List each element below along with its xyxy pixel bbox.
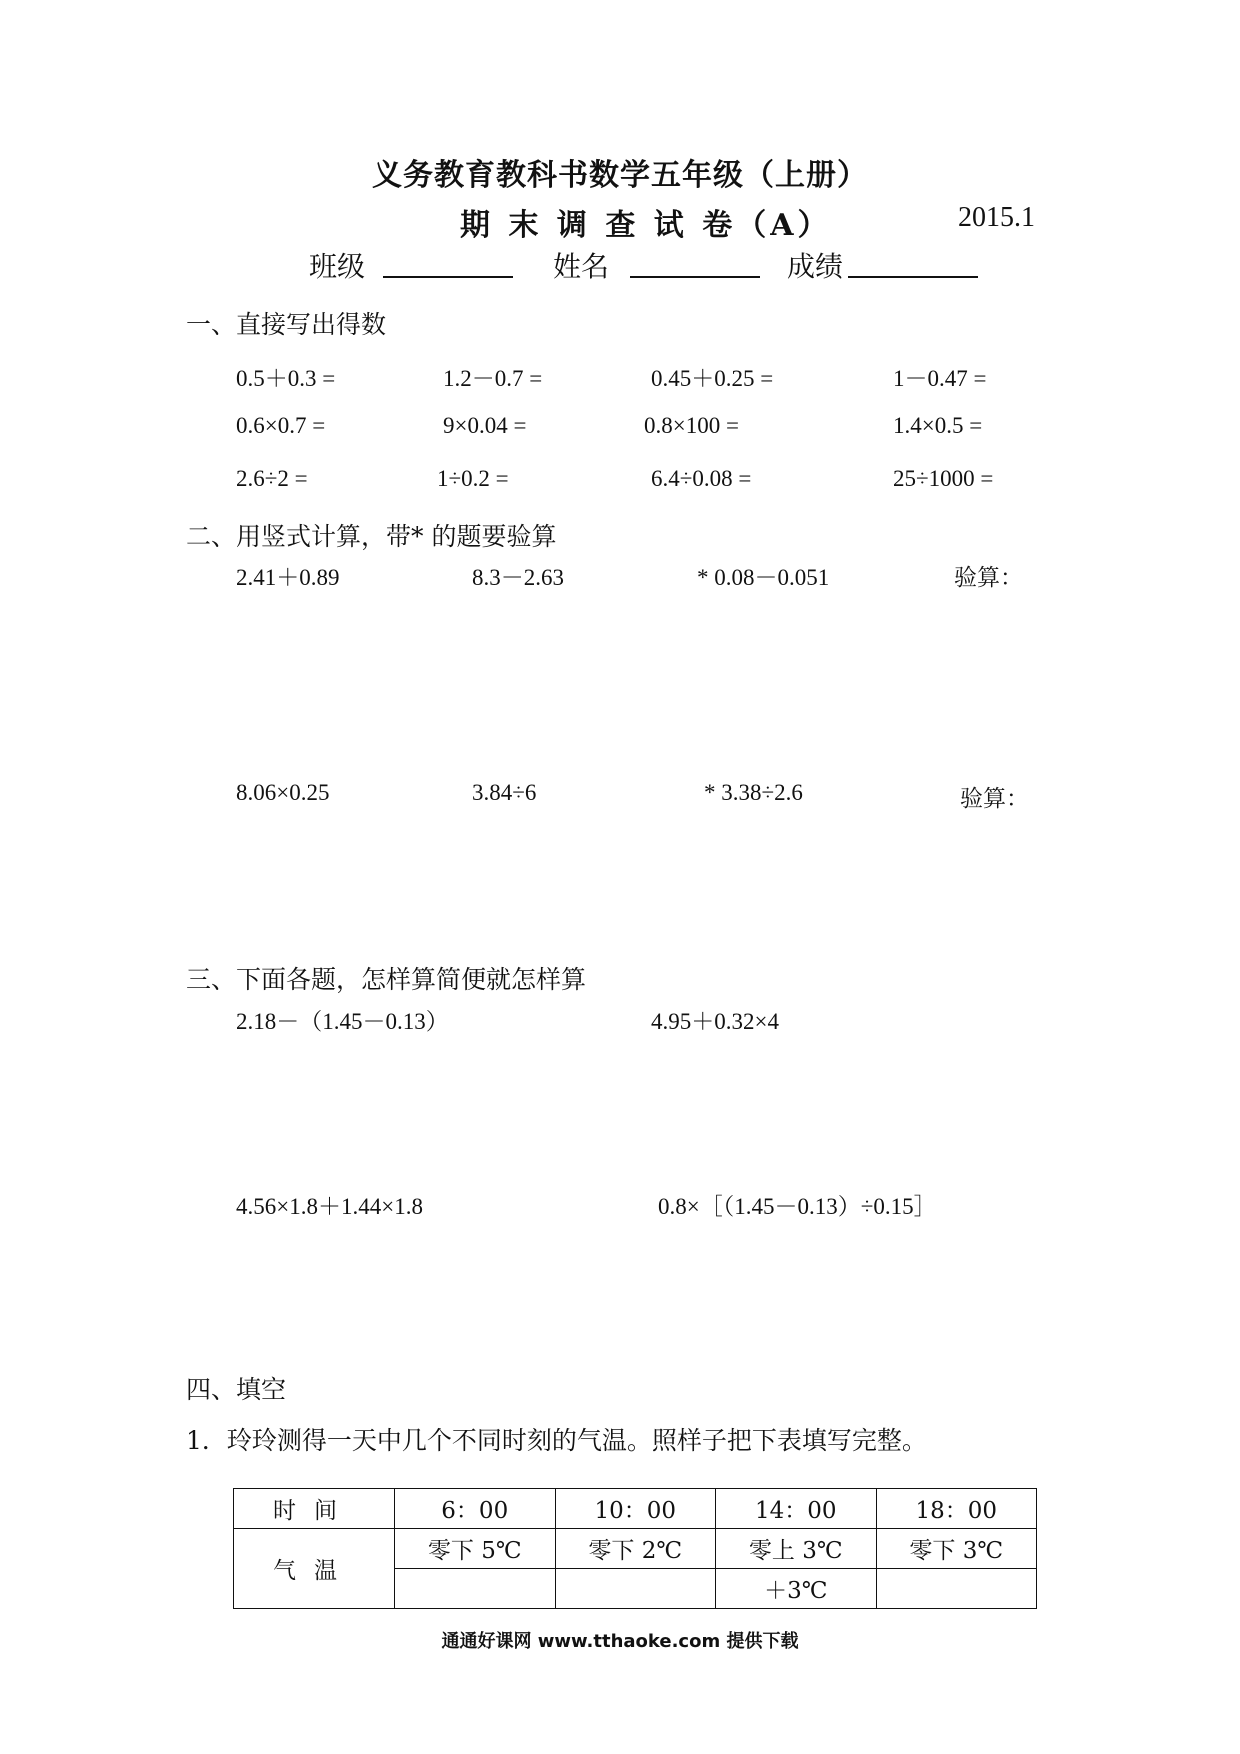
simplify-item: 2.18－（1.45－0.13） — [236, 1009, 449, 1034]
name-blank[interactable] — [630, 276, 760, 278]
mental-math-item: 25÷1000 = — [893, 466, 994, 491]
mental-math-item: 2.6÷2 = — [236, 466, 308, 491]
temperature-table — [233, 1488, 1037, 1609]
vertical-calc-item: 3.84÷6 — [472, 780, 537, 805]
name-label: 姓名 — [553, 250, 610, 283]
section3-heading: 三、下面各题，怎样算简便就怎样算 — [186, 965, 587, 994]
class-label: 班级 — [309, 250, 366, 283]
time-cell: 6：00 — [395, 1489, 556, 1529]
mental-math-item: 1.4×0.5 = — [893, 413, 983, 438]
simplify-item: 4.56×1.8＋1.44×1.8 — [236, 1194, 423, 1219]
mental-math-item: 0.5＋0.3 = — [236, 366, 336, 391]
answer-cell[interactable] — [395, 1569, 556, 1609]
class-blank[interactable] — [383, 276, 513, 278]
mental-math-item: 0.6×0.7 = — [236, 413, 326, 438]
vertical-calc-item: 2.41＋0.89 — [236, 565, 340, 590]
temperature-header: 气温 — [234, 1529, 395, 1609]
mental-math-item: 0.8×100 = — [644, 413, 739, 438]
table-row — [234, 1489, 1037, 1529]
section2-heading: 二、用竖式计算，带* 的题要验算 — [186, 522, 557, 551]
footer-credit: 通通好课网 www.tthaoke.com 提供下载 — [441, 1631, 799, 1652]
mental-math-item: 1.2－0.7 = — [443, 366, 543, 391]
mental-math-item: 6.4÷0.08 = — [651, 466, 752, 491]
mental-math-item: 1－0.47 = — [893, 366, 987, 391]
vertical-calc-item: 8.06×0.25 — [236, 780, 330, 805]
temperature-cell: 零上 3℃ — [716, 1529, 877, 1569]
vertical-calc-item: * 3.38÷2.6 — [704, 780, 803, 805]
score-blank[interactable] — [848, 276, 978, 278]
answer-cell[interactable] — [555, 1569, 716, 1609]
temperature-cell: 零下 2℃ — [555, 1529, 716, 1569]
temperature-cell: 零下 5℃ — [395, 1529, 556, 1569]
score-label: 成绩 — [787, 250, 844, 283]
paper-subtitle: 期 末 调 查 试 卷（A） — [460, 208, 832, 243]
vertical-calc-item: * 0.08－0.051 — [697, 565, 830, 590]
mental-math-item: 9×0.04 = — [443, 413, 527, 438]
section1-heading: 一、直接写出得数 — [186, 310, 387, 339]
answer-cell[interactable]: ＋3℃ — [716, 1569, 877, 1609]
simplify-item: 4.95＋0.32×4 — [651, 1009, 779, 1034]
exam-date: 2015.1 — [958, 202, 1035, 233]
mental-math-item: 0.45＋0.25 = — [651, 366, 774, 391]
question-1: 1．玲玲测得一天中几个不同时刻的气温。照样子把下表填写完整。 — [186, 1426, 927, 1455]
time-header: 时间 — [234, 1489, 395, 1529]
section4-heading: 四、填空 — [186, 1375, 287, 1404]
table-row — [234, 1529, 1037, 1569]
vertical-calc-item: 8.3－2.63 — [472, 565, 564, 590]
simplify-item: 0.8×［（1.45－0.13）÷0.15］ — [658, 1194, 937, 1219]
check-label: 验算： — [954, 565, 1023, 591]
temperature-cell: 零下 3℃ — [876, 1529, 1037, 1569]
mental-math-item: 1÷0.2 = — [437, 466, 509, 491]
time-cell: 18：00 — [876, 1489, 1037, 1529]
answer-cell[interactable] — [876, 1569, 1037, 1609]
paper-title: 义务教育教科书数学五年级（上册） — [372, 158, 868, 193]
time-cell: 14：00 — [716, 1489, 877, 1529]
time-cell: 10：00 — [555, 1489, 716, 1529]
check-label: 验算： — [960, 786, 1029, 812]
